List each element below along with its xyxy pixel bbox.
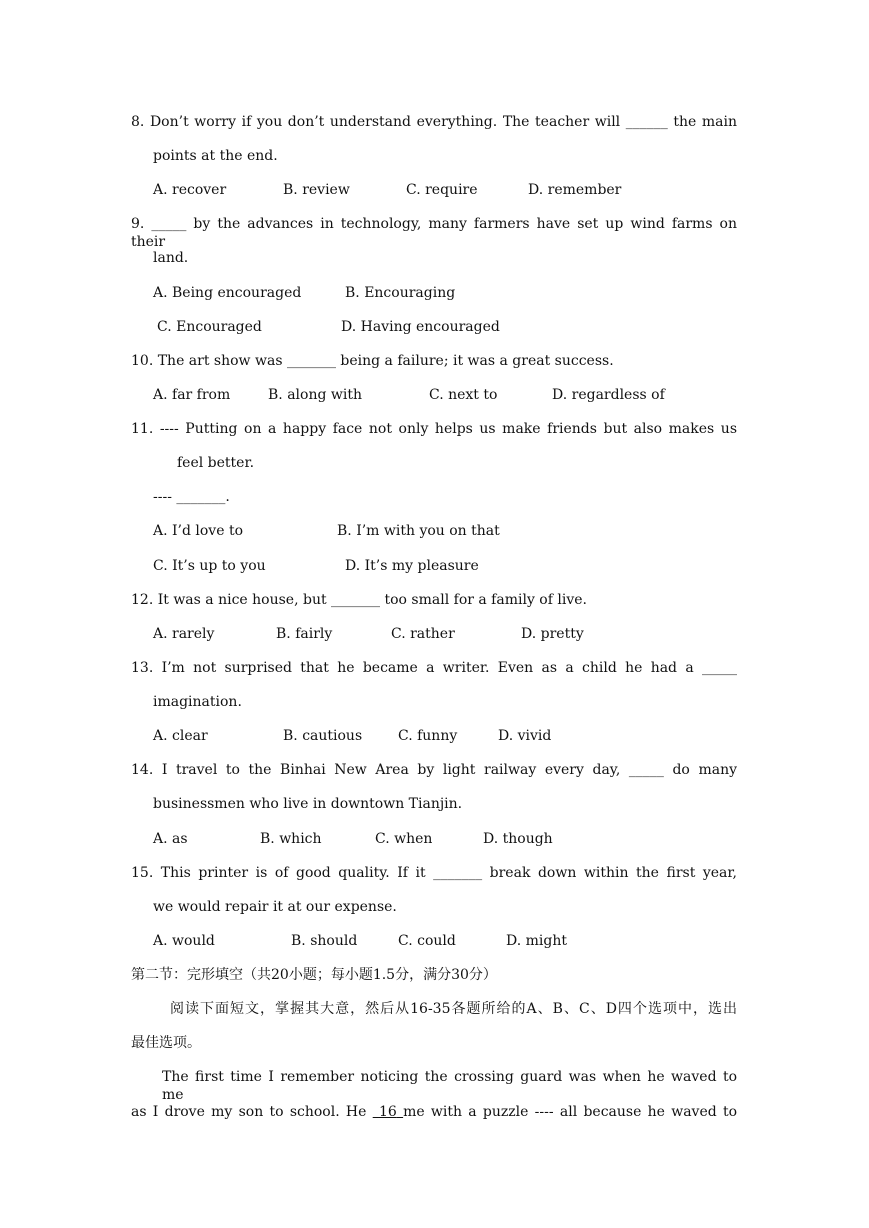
question-9-option-c: C. Encouraged [157, 319, 262, 335]
question-15-option-c: C. could [398, 933, 456, 949]
question-14-stem-line-2: businessmen who live in downtown Tianjin. [153, 796, 463, 812]
question-10-option-c: C. next to [429, 387, 498, 403]
passage-line-2 [131, 1103, 737, 1121]
question-10-option-d: D. regardless of [552, 387, 665, 403]
question-13-stem-line-1: 13. I’m not surprised that he became a writer. Even as a child he had a _____ [131, 660, 737, 676]
question-11-stem-line-1: 11. ---- Putting on a happy face not only helps us make friends but also makes us [131, 421, 737, 437]
question-10-option-b: B. along with [268, 387, 362, 403]
question-13-option-c: C. funny [398, 728, 458, 744]
question-11-stem-line-2: feel better. [177, 455, 255, 471]
passage-line-2-start: as I drove my son to school. He [131, 1104, 367, 1120]
section-heading: 第二节：完形填空（共20小题；每小题1.5分，满分30分） [131, 967, 497, 983]
question-10-option-a: A. far from [153, 387, 231, 403]
section-instruction-line-2: 最佳选项。 [131, 1035, 201, 1051]
question-11-option-c: C. It’s up to you [153, 558, 266, 574]
question-10-stem: 10. The art show was _______ being a failure; it was a great success. [131, 353, 614, 369]
question-9-stem-line-2: land. [153, 250, 189, 266]
question-15-option-a: A. would [153, 933, 215, 949]
question-13-stem-line-2: imagination. [153, 694, 242, 710]
question-8-stem-line-1: 8. Don’t worry if you don’t understand everything. The teacher will ______ the main [131, 114, 737, 130]
question-12-option-b: B. fairly [276, 626, 333, 642]
question-14-option-d: D. though [483, 831, 553, 847]
question-14-stem-line-1: 14. I travel to the Binhai New Area by light railway every day, _____ do many [131, 762, 737, 778]
question-12-stem: 12. It was a nice house, but _______ too small for a family of live. [131, 592, 587, 608]
passage-line-2-end: me with a puzzle ---- all because he waved to [403, 1104, 738, 1120]
question-11-option-b: B. I’m with you on that [337, 523, 500, 539]
question-9-option-b: B. Encouraging [345, 285, 456, 301]
question-12-option-d: D. pretty [521, 626, 584, 642]
question-14-option-b: B. which [260, 831, 322, 847]
section-instruction-line-1: 阅读下面短文，掌握其大意，然后从16-35各题所给的A、B、C、D四个选项中，选出 [170, 1001, 737, 1017]
question-14-option-a: A. as [153, 831, 188, 847]
question-8-stem-line-2: points at the end. [153, 148, 278, 164]
question-13-option-b: B. cautious [283, 728, 363, 744]
question-15-option-d: D. might [506, 933, 567, 949]
question-8-option-a: A. recover [153, 182, 227, 198]
question-9-option-a: A. Being encouraged [153, 285, 302, 301]
question-11-option-d: D. It’s my pleasure [345, 558, 479, 574]
question-13-option-a: A. clear [153, 728, 208, 744]
question-12-option-c: C. rather [391, 626, 455, 642]
question-11-option-a: A. I’d love to [153, 523, 244, 539]
question-14-option-c: C. when [375, 831, 433, 847]
passage-line-1: The first time I remember noticing the crossing guard was when he waved to me [162, 1069, 737, 1103]
question-9-option-d: D. Having encouraged [341, 319, 500, 335]
question-9-stem-line-1: 9. _____ by the advances in technology, many farmers have set up wind farms on their [131, 216, 737, 250]
question-15-stem-line-2: we would repair it at our expense. [153, 899, 397, 915]
blank-16-number: 16 [378, 1104, 397, 1120]
question-8-option-c: C. require [406, 182, 478, 198]
question-13-option-d: D. vivid [498, 728, 552, 744]
blank-16 [373, 1104, 403, 1120]
question-15-stem-line-1: 15. This printer is of good quality. If it _______ break down within the first year, [131, 865, 737, 881]
question-8-option-d: D. remember [528, 182, 622, 198]
question-15-option-b: B. should [291, 933, 358, 949]
question-11-response: ---- _______. [153, 489, 230, 505]
question-8-option-b: B. review [283, 182, 350, 198]
question-12-option-a: A. rarely [153, 626, 215, 642]
